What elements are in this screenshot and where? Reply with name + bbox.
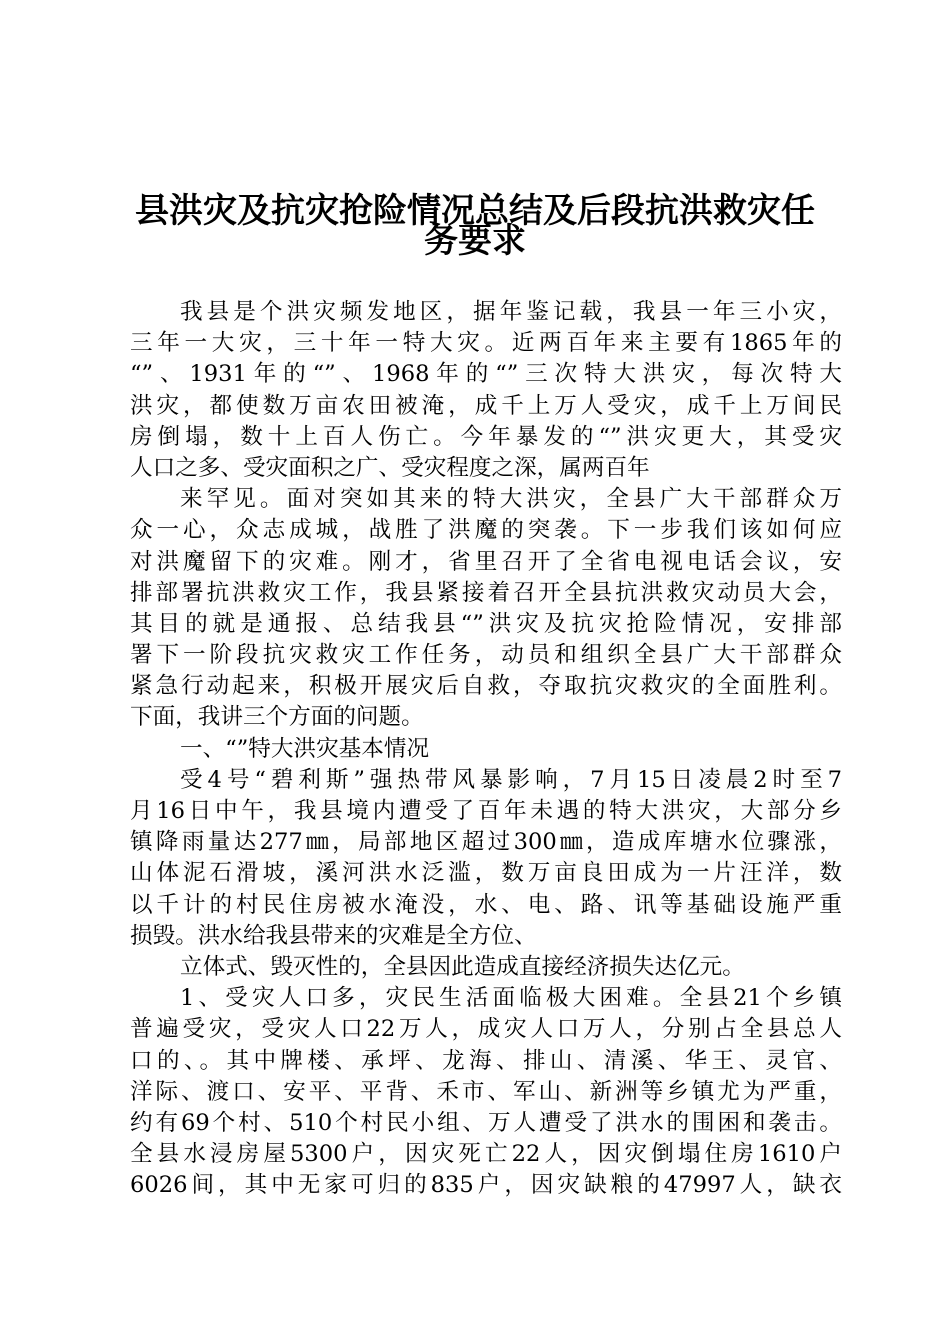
body-line: 洋际、渡口、安平、平背、禾市、军山、新洲等乡镇尤为严重， [130, 1078, 842, 1105]
body-line: 月16日中午，我县境内遭受了百年未遇的特大洪灾，大部分乡 [130, 798, 842, 824]
body-line: 三年一大灾，三十年一特大灾。近两百年来主要有1865年的 [130, 330, 842, 357]
body-line: 全县水浸房屋5300户，因灾死亡22人，因灾倒塌住房1610户 [130, 1141, 842, 1168]
body-line: 山体泥石滑坡，溪河洪水泛滥，数万亩良田成为一片汪洋，数 [130, 860, 842, 887]
body-line: 受4号“碧利斯”强热带风暴影响，7月15日凌晨2时至7 [180, 766, 842, 793]
body-line: 房倒塌，数十上百人伤亡。今年暴发的“”洪灾更大，其受灾 [130, 423, 842, 450]
body-line: 我县是个洪灾频发地区，据年鉴记载，我县一年三小灾， [180, 299, 842, 325]
section-heading: 一、“”特大洪灾基本情况 [180, 735, 430, 762]
body-line: 来罕见。面对突如其来的特大洪灾，全县广大干部群众万 [180, 486, 842, 513]
body-line: 以千计的村民住房被水淹没，水、电、路、讯等基础设施严重 [130, 891, 842, 918]
document-title-line-2: 务要求 [424, 221, 526, 261]
body-line: 约有69个村、510个村民小组、万人遭受了洪水的围困和袭击。 [130, 1109, 842, 1136]
body-line: 其目的就是通报、总结我县“”洪灾及抗灾抢险情况，安排部 [130, 610, 842, 637]
body-line: 口的、。其中牌楼、承坪、龙海、排山、清溪、华王、灵官、 [130, 1047, 842, 1074]
body-line: 对洪魔留下的灾难。刚才，省里召开了全省电视电话会议，安 [130, 548, 842, 575]
body-line: 洪灾，都使数万亩农田被淹，成千上万人受灾，成千上万间民 [130, 392, 842, 419]
body-line: 1、受灾人口多，灾民生活面临极大困难。全县21个乡镇 [180, 985, 842, 1012]
body-line: “”、1931年的“”、1968年的“”三次特大洪灾，每次特大 [130, 361, 842, 388]
body-line: 紧急行动起来，积极开展灾后自救，夺取抗灾救灾的全面胜利。 [130, 673, 842, 700]
body-line: 损毁。洪水给我县带来的灾难是全方位、 [130, 922, 537, 949]
body-line: 镇降雨量达277㎜，局部地区超过300㎜，造成库塘水位骤涨， [130, 829, 842, 856]
body-line: 下面，我讲三个方面的问题。 [130, 704, 424, 731]
document-title-line-1: 县洪灾及抗灾抢险情况总结及后段抗洪救灾任 [135, 191, 815, 231]
body-line: 署下一阶段抗灾救灾工作任务，动员和组织全县广大干部群众 [130, 642, 842, 669]
document-body [130, 297, 842, 1201]
body-line: 人口之多、受灾面积之广、受灾程度之深，属两百年 [130, 454, 650, 481]
body-line: 普遍受灾，受灾人口22万人，成灾人口万人，分别占全县总人 [130, 1016, 842, 1043]
body-line: 众一心，众志成城，战胜了洪魔的突袭。下一步我们该如何应 [130, 517, 842, 544]
body-line: 排部署抗洪救灾工作，我县紧接着召开全县抗洪救灾动员大会， [130, 579, 842, 606]
body-line: 立体式、毁灭性的，全县因此造成直接经济损失达亿元。 [180, 953, 745, 980]
body-line: 6026间，其中无家可归的835户，因灾缺粮的47997人，缺衣 [130, 1172, 842, 1199]
